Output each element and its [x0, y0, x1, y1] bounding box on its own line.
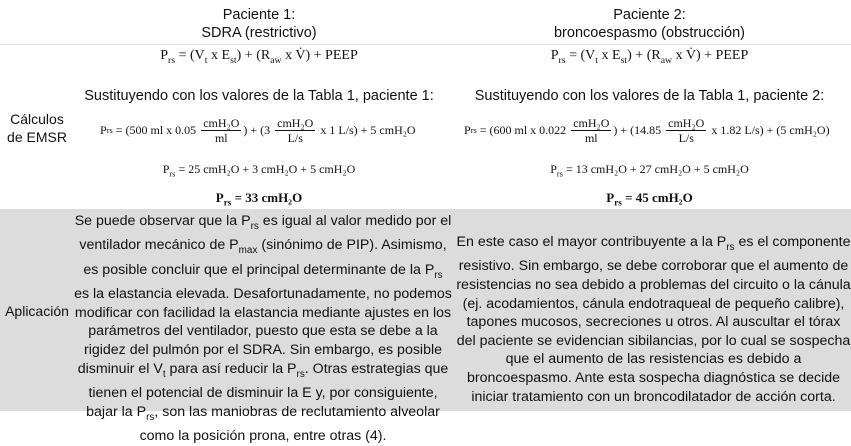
eq-rs-sub: rs — [223, 197, 232, 208]
text-part: (sinónimo de PIP). Asimismo, es posible concluir que el principal determinante de la P — [83, 237, 447, 278]
text-sub: rs — [296, 368, 305, 380]
eq-part: = (500 ml x 0.05 — [112, 123, 200, 137]
eq-p: P — [215, 190, 224, 205]
fraction-numerator: cmH₂O — [668, 116, 705, 130]
formula-part: = (V — [175, 48, 205, 63]
text-sub: rs — [250, 220, 259, 232]
eq-part: ) + (14.85 — [613, 123, 665, 137]
formula-part: x E — [207, 48, 231, 63]
eq-rs-sub: rs — [470, 126, 477, 135]
equation-patient-1 — [100, 116, 416, 145]
header-patient-2 — [448, 6, 851, 42]
text-sub: rs — [146, 411, 155, 423]
eq-rs-sub: rs — [556, 169, 563, 179]
sum-line-patient-2 — [448, 162, 851, 178]
formula-rs-sub: rs — [168, 54, 176, 66]
header-patient-1 — [70, 6, 448, 42]
header-row — [0, 0, 851, 44]
formula-t-sub: t — [204, 54, 208, 66]
eq-part: x 1 L/s) + 5 cmH₂O — [317, 123, 416, 137]
formula-p: P — [160, 48, 169, 63]
eq-part: x 1.82 L/s) + (5 cmH₂O) — [708, 123, 830, 137]
fraction-denominator: ml — [584, 131, 598, 145]
eq-rs-sub: rs — [169, 169, 176, 179]
formula-st-sub: st — [230, 54, 237, 66]
text-part: En este caso el mayor contribuyente a la P — [456, 234, 727, 250]
fraction-elastance — [201, 116, 241, 145]
eq-p: P — [464, 123, 471, 137]
text-part: . Otras estrategias que tienen el potencial de disminuir la E y, por consiguiente, bajar la P — [86, 360, 449, 420]
eq-rs-sub: rs — [106, 126, 113, 135]
calc-row-label — [0, 110, 74, 146]
formula-part: x V̇) + PEEP — [672, 48, 749, 63]
formula-t-sub: t — [595, 54, 599, 66]
eq-part: = 25 cmH₂O + 3 cmH₂O + 5 cmH₂O — [175, 162, 356, 176]
sum-line-patient-1 — [70, 162, 448, 178]
formula-part: = (V — [565, 48, 596, 63]
eq-p: P — [162, 162, 170, 176]
formula-aw-sub: aw — [660, 54, 673, 66]
text-sub: t — [162, 368, 166, 380]
text-sub: max — [238, 245, 258, 257]
eq-part: = 45 cmH₂O — [621, 190, 693, 205]
fraction-resistance — [666, 116, 706, 145]
eq-p: P — [550, 162, 557, 176]
calc-label-line1: Cálculos — [10, 111, 64, 127]
fraction-elastance — [571, 116, 611, 145]
header-patient-1-title: Paciente 1: — [222, 7, 296, 23]
eq-part: = 13 cmH₂O + 27 cmH₂O + 5 cmH₂O — [562, 162, 749, 176]
fraction-denominator: L/s — [287, 131, 303, 145]
eq-p: P — [606, 190, 615, 205]
application-text-patient-2 — [456, 233, 851, 406]
text-part: es el componente resistivo. Sin embargo, se debe corroborar que el aumento de resistencias no sea debido a problemas del circuito o la cánula (ej. acodamientos, cánula endotraqueal de pequeño calibre), tapones mucosos, secreciones u otros. Al auscultar el tórax del paciente se evidencian sibilancias, por lo cual se sospecha que el aumento de las resistencias es debido a broncoespasmo. Ante esta sospecha diagnóstica se decide iniciar tratamiento con un broncodilatador de acción corta. — [456, 234, 851, 405]
application-text-patient-1 — [74, 212, 452, 446]
eq-part: ) + (3 — [243, 123, 274, 137]
formula-part: x V̇) + PEEP — [281, 48, 358, 63]
eq-p: P — [100, 123, 107, 137]
text-part: es igual al valor medido por el ventilador mecánico de P — [79, 213, 452, 254]
formula-part: x E — [598, 48, 621, 63]
substitution-heading-1: Sustituyendo con los valores de la Tabla 1, paciente 1: — [84, 88, 434, 104]
application-row-label: Aplicación — [5, 303, 69, 319]
fraction-numerator: cmH₂O — [203, 116, 240, 130]
fraction-resistance — [275, 116, 315, 145]
text-part: , son las maniobras de reclutamiento alveolar como la posición prona, entre otras (4). — [139, 403, 440, 445]
eq-part: = (600 ml x 0.022 — [476, 123, 570, 137]
text-part: para así reducir la P — [165, 360, 297, 377]
formula-rs-sub: rs — [558, 54, 566, 66]
text-part: es la elastancia elevada. Desafortunadamente, no podemos modificar con facilidad la elastancia mediante ajustes en los parámetros del ventilador, puesto que esta se debe a la rigidez del pulmón por el SDRA. Sin embargo, es posible disminuir el V — [74, 286, 452, 377]
general-formula-1 — [70, 48, 448, 66]
fraction-denominator: ml — [214, 131, 228, 145]
general-formula-2 — [448, 48, 851, 66]
eq-part: = 33 cmH₂O — [231, 190, 303, 205]
fraction-numerator: cmH₂O — [277, 116, 314, 130]
formula-aw-sub: aw — [270, 54, 282, 66]
equation-patient-2 — [464, 116, 830, 145]
text-sub: rs — [434, 269, 443, 281]
text-sub: rs — [726, 241, 735, 253]
result-patient-1 — [70, 190, 448, 208]
header-patient-2-title: Paciente 2: — [613, 7, 686, 23]
header-patient-2-subtitle: broncoespasmo (obstrucción) — [553, 25, 745, 41]
fraction-denominator: L/s — [678, 131, 694, 145]
header-patient-1-subtitle: SDRA (restrictivo) — [201, 25, 317, 41]
eq-rs-sub: rs — [614, 197, 622, 208]
formula-part: ) + (R — [627, 48, 661, 63]
formula-part: ) + (R — [236, 48, 271, 63]
formula-p: P — [550, 48, 559, 63]
fraction-numerator: cmH₂O — [573, 116, 610, 130]
substitution-heading-2: Sustituyendo con los valores de la Tabla 1, paciente 2: — [474, 88, 825, 104]
result-patient-2 — [448, 190, 851, 208]
text-part: Se puede observar que la P — [74, 213, 251, 229]
formula-st-sub: st — [620, 54, 628, 66]
calc-label-line2: de EMSR — [7, 129, 67, 145]
